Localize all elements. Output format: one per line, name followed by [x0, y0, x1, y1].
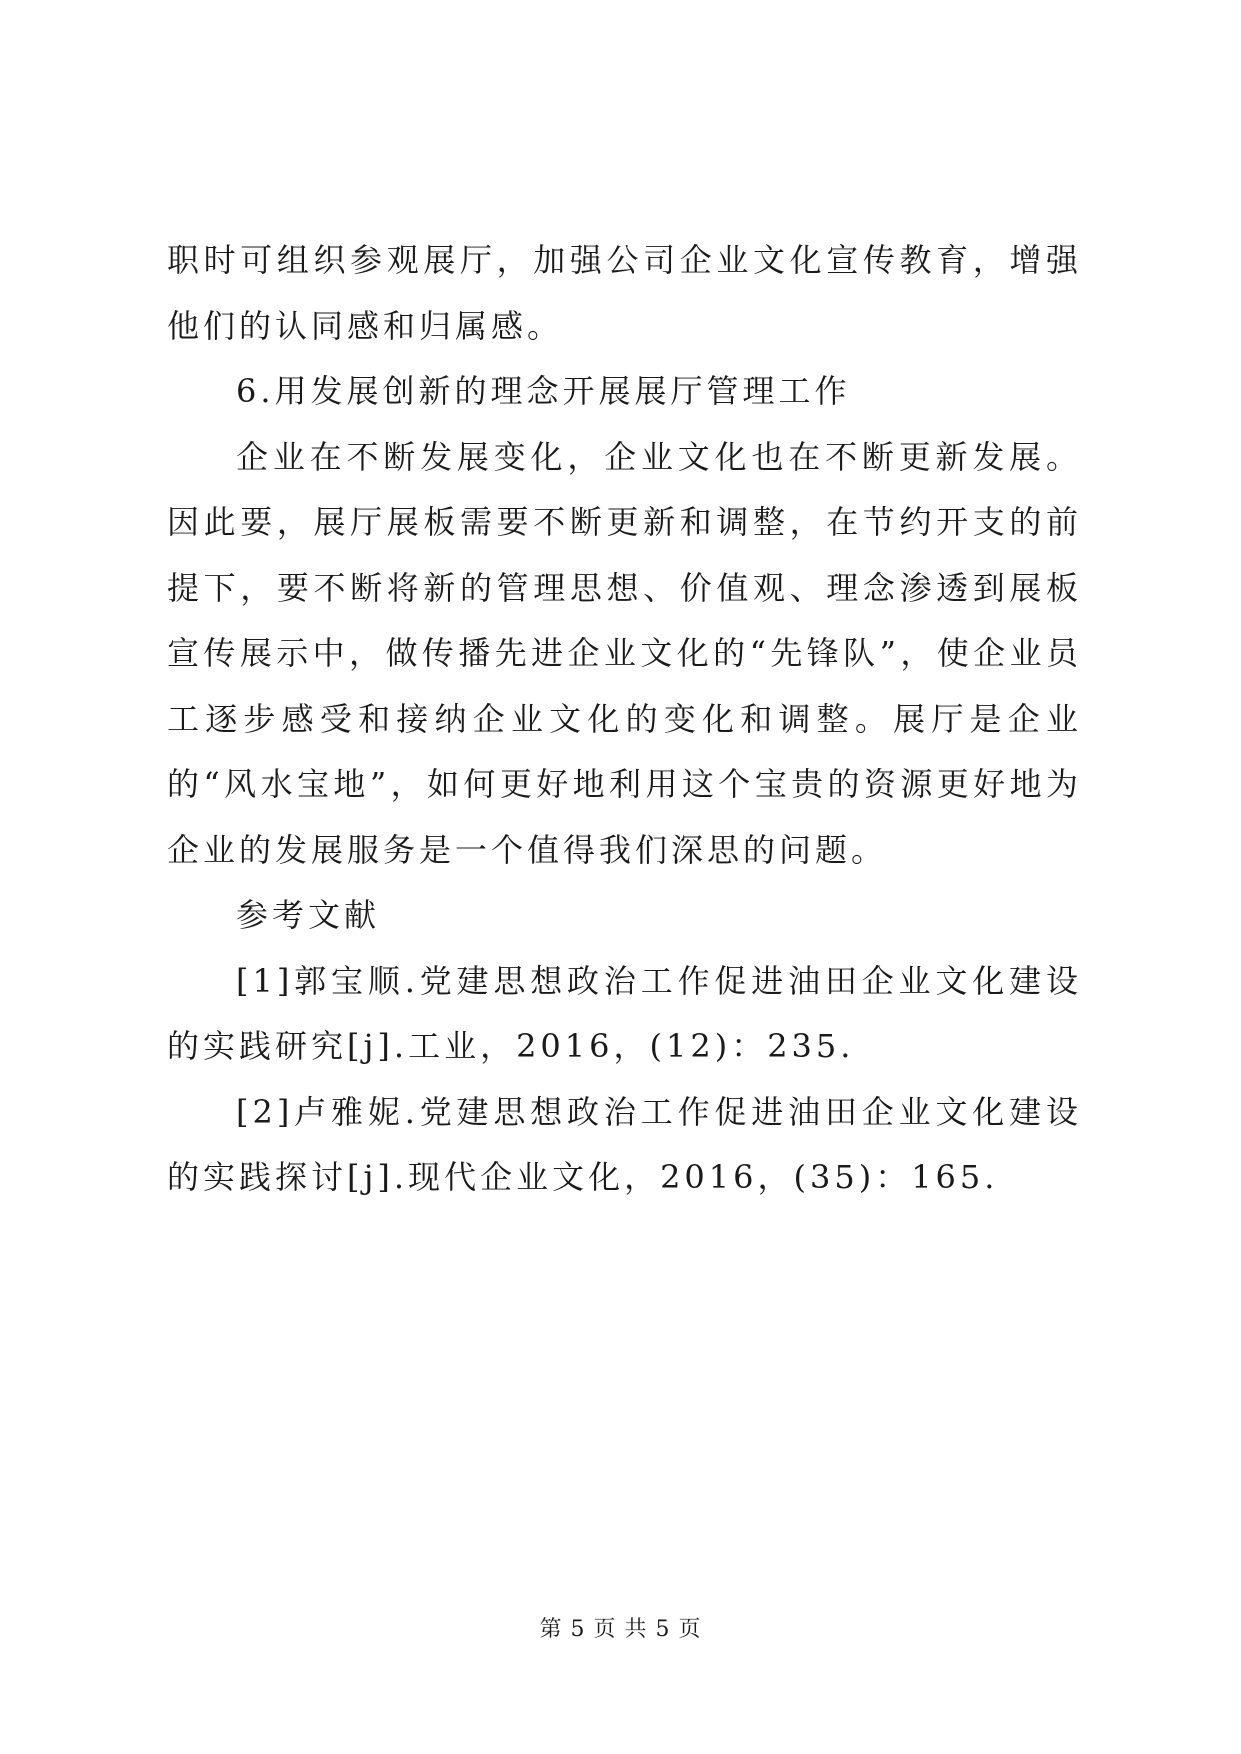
reference-item: [1]郭宝顺.党建思想政治工作促进油田企业文化建设的实践研究[j].工业，2016，(12)：235. — [167, 961, 1082, 1065]
page-number-footer: 第 5 页 共 5 页 — [539, 1617, 702, 1642]
document-body — [167, 228, 1082, 1211]
paragraph-continuation: 职时可组织参观展厅，加强公司企业文化宣传教育，增强他们的认同感和归属感。 — [167, 241, 1082, 345]
paragraph: 企业在不断发展变化，企业文化也在不断更新发展。因此要，展厅展板需要不断更新和调整，在节约开支的前提下，要不断将新的管理思想、价值观、理念渗透到展板宣传展示中，做传播先进企业文化的“先锋队”，使企业员工逐步感受和接纳企业文化的变化和调整。展厅是企业的“风水宝地”，如何更好地利用这个宝贵的资源更好地为企业的发展服务是一个值得我们深思的问题。 — [167, 437, 1082, 869]
section-heading: 6.用发展创新的理念开展展厅管理工作 — [236, 372, 851, 410]
references-heading: 参考文献 — [236, 896, 381, 934]
reference-item: [2]卢雅妮.党建思想政治工作促进油田企业文化建设的实践探讨[j].现代企业文化，2016，(35)：165. — [167, 1092, 1082, 1196]
